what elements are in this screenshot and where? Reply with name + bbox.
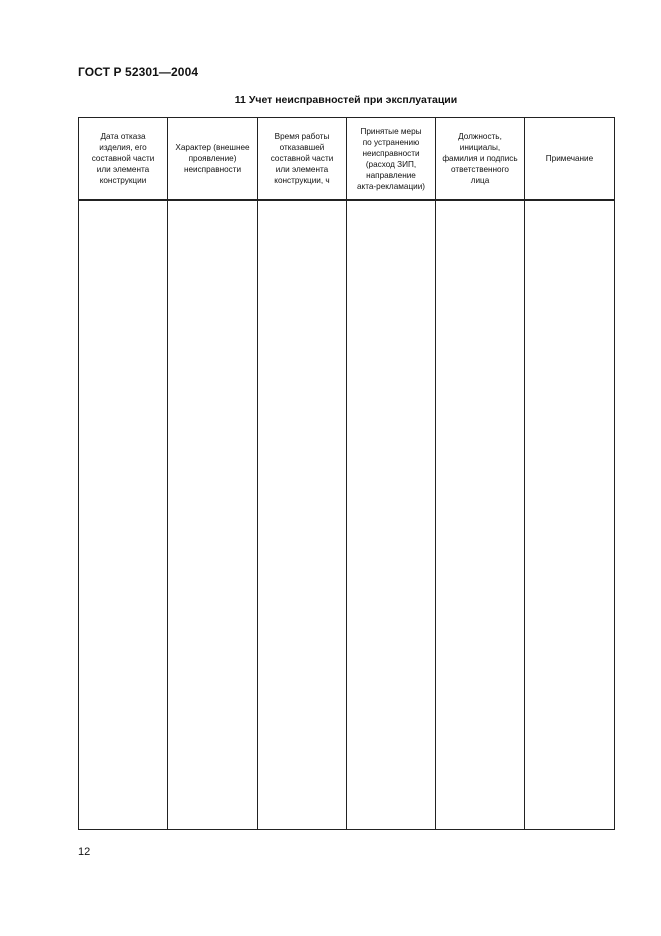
section-title: 11 Учет неисправностей при эксплуатации: [234, 94, 458, 106]
table-cell[interactable]: [79, 200, 168, 830]
table-cell[interactable]: [436, 200, 525, 830]
column-header-notes: Примечание: [525, 118, 615, 201]
document-code: ГОСТ Р 52301—2004: [78, 65, 199, 79]
column-header-fault-nature: Характер (внешнее проявление) неисправности: [168, 118, 258, 201]
page-number: 12: [78, 846, 91, 858]
column-header-responsible-person: Должность, инициалы, фамилия и подпись ответственного лица: [436, 118, 525, 201]
table-header-row: [79, 118, 615, 201]
column-header-failure-date: Дата отказа изделия, его составной части или элемента конструкции: [79, 118, 168, 201]
table-cell[interactable]: [258, 200, 347, 830]
fault-log-table: [78, 117, 615, 830]
column-header-measures-taken: Принятые меры по устранению неисправности (расход ЗИП, направление акта-рекламации): [347, 118, 436, 201]
table-cell[interactable]: [347, 200, 436, 830]
table-row: [79, 200, 615, 830]
table-cell[interactable]: [525, 200, 615, 830]
column-header-operating-time: Время работы отказавшей составной части или элемента конструкции, ч: [258, 118, 347, 201]
table-cell[interactable]: [168, 200, 258, 830]
